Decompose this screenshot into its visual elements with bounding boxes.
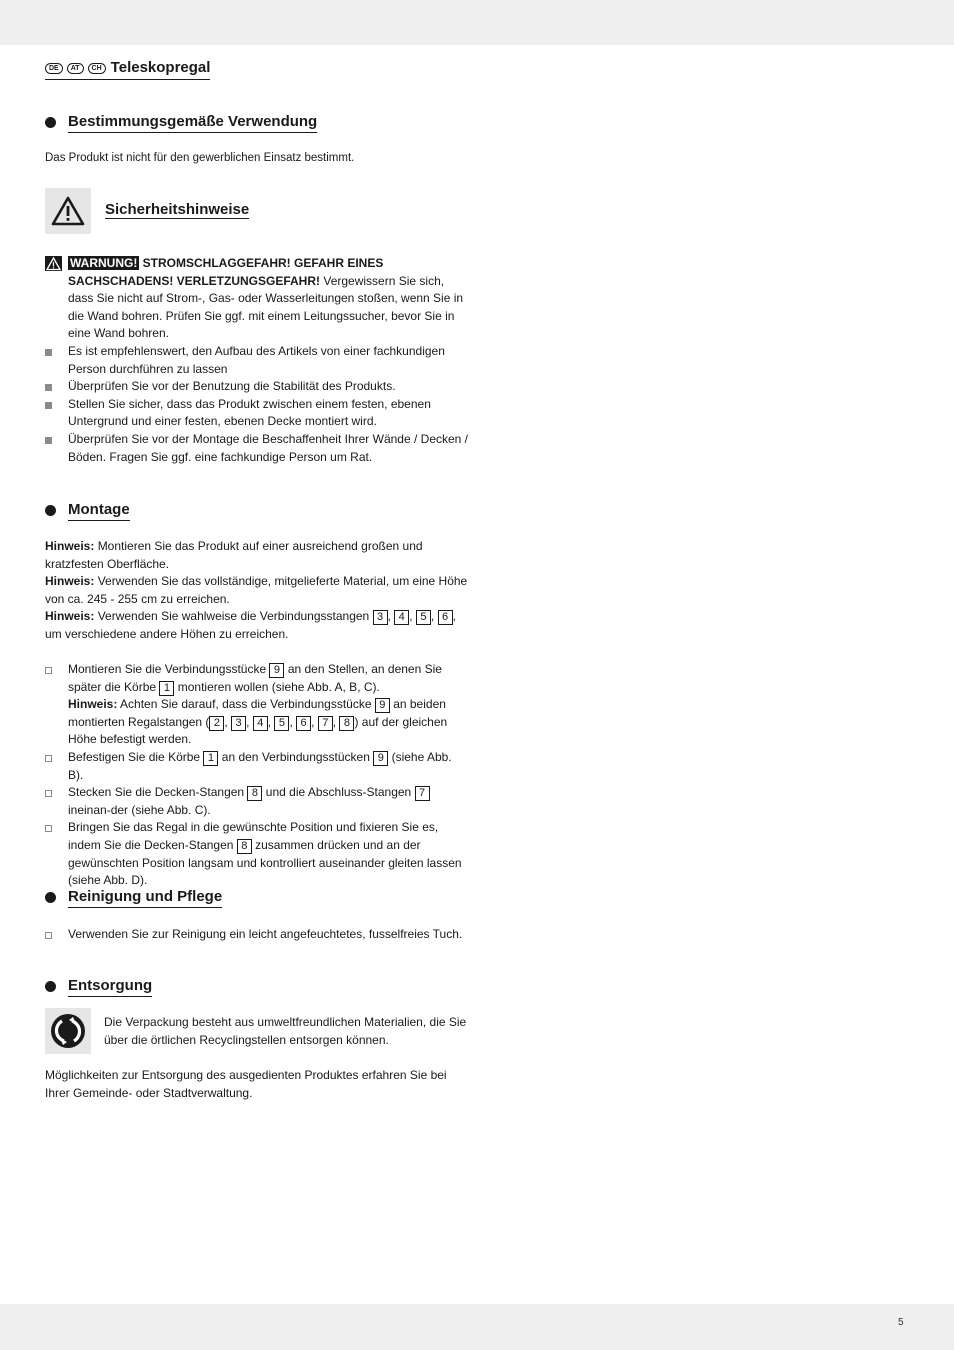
bullet-dot-icon	[45, 981, 56, 992]
heading-text: Entsorgung	[68, 976, 152, 997]
heading-disposal	[45, 976, 152, 997]
cleaning-block	[45, 926, 470, 944]
heading-text: Bestimmungsgemäße Verwendung	[68, 112, 317, 133]
square-bullet-icon	[45, 349, 52, 356]
disposal-packaging-text: Die Verpackung besteht aus umweltfreundlichen Materialien, die Sie über die örtlichen Recyclingstellen entsorgen können.	[104, 1015, 467, 1047]
green-dot-recycling-icon	[49, 1012, 87, 1050]
list-item: Überprüfen Sie vor der Montage die Beschaffenheit Ihrer Wände / Decken / Böden. Fragen Sie ggf. eine fachkundige Person um Rat.	[45, 431, 470, 466]
list-item: Verwenden Sie zur Reinigung ein leicht angefeuchtetes, fusselfreies Tuch.	[45, 926, 470, 944]
hint-2: Hinweis: Verwenden Sie das vollständige, mitgelieferte Material, um eine Höhe von ca. 245 - 255 cm zu erreichen.	[45, 574, 468, 606]
heading-text: Montage	[68, 500, 130, 521]
list-item: Stecken Sie die Decken-Stangen 8 und die Abschluss-Stangen 7 ineinan-der (siehe Abb. C).	[45, 784, 470, 819]
heading-cleaning	[45, 887, 222, 908]
checkbox-bullet-icon	[45, 790, 52, 797]
bottom-band	[0, 1304, 954, 1350]
square-bullet-icon	[45, 384, 52, 391]
warning-icon-box	[45, 188, 91, 234]
heading-intended-use	[45, 112, 317, 133]
list-item: Montieren Sie die Verbindungsstücke 9 an den Stellen, an denen Sie später die Körbe 1 montieren wollen (siehe Abb. A, B, C). Hinweis: Achten Sie darauf, dass die Verbindungsstücke 9 an beiden montierten Regalstangen ( 2 , 3 , 4 , 5 , 6 , 7 , 8 ) auf der gleichen Höhe befestigt werden.	[45, 661, 470, 749]
warning-text: Vergewissern Sie sich, dass Sie nicht auf Strom-, Gas- oder Wasserleitungen stoßen, wenn Sie in die Wand bohren. Prüfen Sie ggf. mit einem Leitungssucher, bevor Sie in eine Wand bohren.	[68, 273, 464, 341]
assembly-steps-list	[45, 661, 470, 890]
square-bullet-icon	[45, 402, 52, 409]
disposal-product-text: Möglichkeiten zur Entsorgung des ausgedienten Produktes erfahren Sie bei Ihrer Gemeinde- oder Stadtverwaltung.	[45, 1068, 447, 1100]
warning-label: WARNUNG!	[70, 256, 138, 270]
hint-1: Hinweis: Montieren Sie das Produkt auf einer ausreichend großen und kratzfesten Oberfläche.	[45, 539, 423, 571]
heading-safety	[105, 200, 249, 220]
small-warning-triangle-icon	[45, 256, 62, 271]
list-item: Befestigen Sie die Körbe 1 an den Verbindungsstücken 9 (siehe Abb. B).	[45, 749, 470, 784]
page-number: 5	[898, 1317, 904, 1328]
bullet-dot-icon	[45, 117, 56, 128]
list-item: Überprüfen Sie vor der Benutzung die Stabilität des Produkts.	[45, 378, 470, 396]
list-item: Bringen Sie das Regal in die gewünschte Position und fixieren Sie es, indem Sie die Decken-Stangen 8 zusammen drücken und an der gewünschten Position langsam und kontrolliert auseinander gleiten lassen (siehe Abb. D).	[45, 819, 470, 889]
warning-paragraph	[45, 255, 470, 343]
intended-use-text: Das Produkt ist nicht für den gewerblichen Einsatz bestimmt.	[45, 152, 355, 164]
bullet-dot-icon	[45, 892, 56, 903]
checkbox-bullet-icon	[45, 755, 52, 762]
document-header	[45, 58, 210, 80]
document-title: Teleskopregal	[110, 59, 211, 76]
assembly-steps	[45, 661, 470, 890]
warning-triangle-icon	[51, 196, 85, 226]
bullet-dot-icon	[45, 505, 56, 516]
assembly-hints	[45, 538, 470, 644]
country-badge-at: AT	[67, 63, 84, 74]
list-item: Stellen Sie sicher, dass das Produkt zwischen einem festen, ebenen Untergrund und einer festen, ebenen Decke montiert wird.	[45, 396, 470, 431]
checkbox-bullet-icon	[45, 667, 52, 674]
heading-assembly	[45, 500, 130, 521]
safety-block	[45, 255, 470, 466]
checkbox-bullet-icon	[45, 932, 52, 939]
hint-3: Hinweis: Verwenden Sie wahlweise die Verbindungsstangen 3 , 4 , 5 , 6 , um verschiedene andere Höhen zu erreichen.	[45, 609, 456, 641]
country-badge-ch: CH	[88, 63, 106, 74]
country-badge-de: DE	[45, 63, 63, 74]
checkbox-bullet-icon	[45, 825, 52, 832]
warning-bold-text: STROMSCHLAGGEFAHR! GEFAHR EINES SACHSCHADENS! VERLETZUNGSGEFAHR!	[68, 256, 384, 288]
list-item: Es ist empfehlenswert, den Aufbau des Artikels von einer fachkundigen Person durchführen zu lassen	[45, 343, 470, 378]
safety-list	[45, 343, 470, 466]
top-band	[0, 0, 954, 45]
heading-text: Reinigung und Pflege	[68, 887, 222, 908]
square-bullet-icon	[45, 437, 52, 444]
heading-text: Sicherheitshinweise	[105, 201, 250, 218]
recycling-icon-box	[45, 1008, 91, 1054]
